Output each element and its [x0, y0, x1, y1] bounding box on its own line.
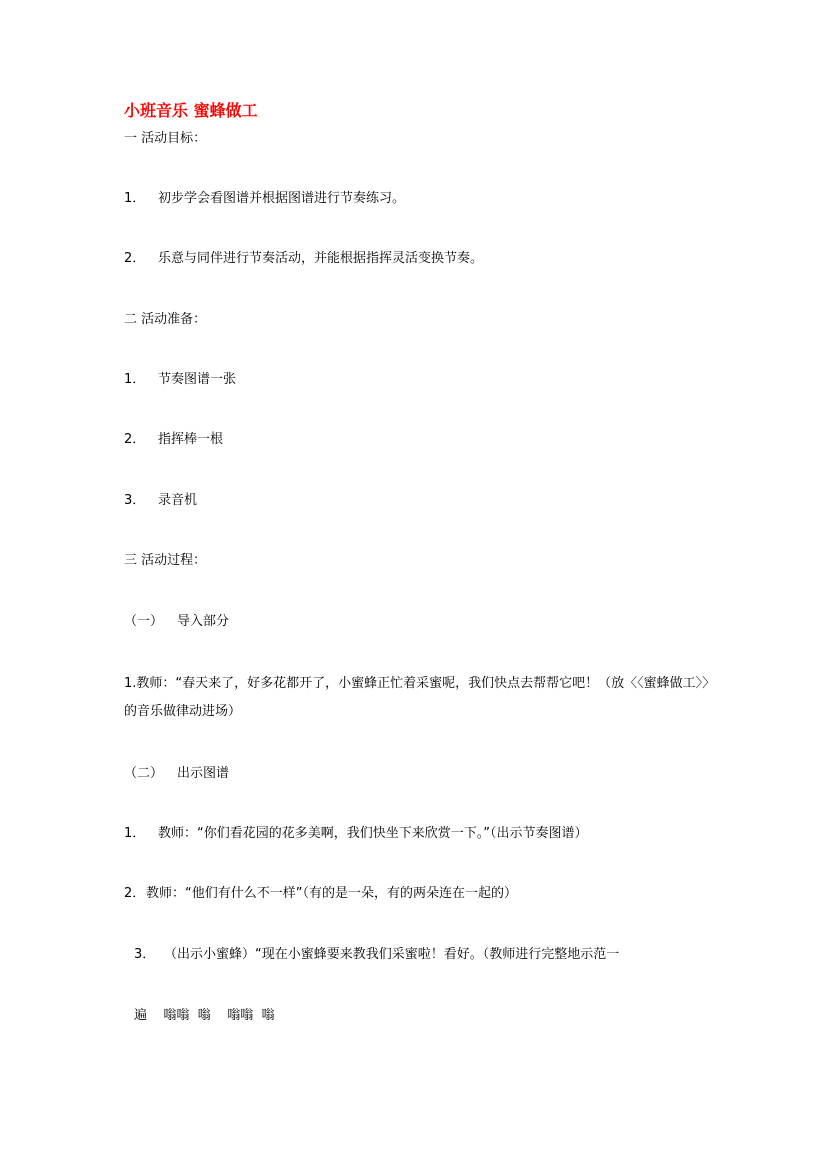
step-4-text: （出示小蜜蜂）“现在小蜜蜂要来教我们采蜜啦！看好。（教师进行完整地示范一: [164, 947, 620, 962]
part-2-text: 出示图谱: [177, 766, 230, 781]
step-2-text: 教师：“你们看花园的花多美啊，我们快坐下来欣赏一下。”（出示节奏图谱）: [158, 826, 588, 841]
part-heading-show-chart: [124, 765, 229, 783]
step-3-number: 2．: [124, 886, 146, 901]
step-4-continuation: 遍 嗡嗡 嗡 嗡嗡 嗡: [134, 1008, 275, 1023]
step-3-text: 教师：“他们有什么不一样”（有的是一朵，有的两朵连在一起的）: [146, 886, 517, 901]
section-heading-goals: 一 活动目标：: [124, 131, 207, 146]
step-1-text: 教师：“春天来了，好多花都开了，小蜜蜂正忙着采蜜呢，我们快点去帮帮它吧！（放〈〈蜜蜂做工〉〉的音乐做律动进场）: [124, 676, 709, 719]
part-1-text: 导入部分: [177, 614, 230, 629]
prep-item-1-text: 节奏图谱一张: [158, 372, 237, 387]
goal-item-1-text: 初步学会看图谱并根据图谱进行节奏练习。: [158, 191, 406, 206]
goal-item-1: [124, 190, 405, 208]
goal-item-2-number: 2．: [124, 251, 146, 266]
prep-item-1: [124, 371, 236, 389]
step-item-3: [124, 885, 517, 903]
part-heading-intro: [124, 613, 229, 631]
part-2-label: （二）: [124, 766, 164, 781]
goal-item-2: [124, 250, 483, 268]
prep-item-3-number: 3．: [124, 493, 146, 508]
step-4-number: 3．: [134, 947, 156, 962]
step-item-4: [134, 946, 619, 964]
step-paragraph-1: [124, 670, 709, 726]
step-2-number: 1．: [124, 826, 146, 841]
prep-item-2-number: 2．: [124, 432, 146, 447]
step-item-2: [124, 825, 587, 843]
goal-item-1-number: 1．: [124, 191, 146, 206]
document-title: 小班音乐 蜜蜂做工: [124, 101, 258, 120]
prep-item-2-text: 指挥棒一根: [158, 432, 224, 447]
step-1-number: 1.: [124, 676, 137, 691]
part-1-label: （一）: [124, 614, 164, 629]
goal-item-2-text: 乐意与同伴进行节奏活动，并能根据指挥灵活变换节奏。: [158, 251, 484, 266]
prep-item-2: [124, 431, 223, 449]
prep-item-3-text: 录音机: [158, 493, 198, 508]
section-heading-process: 三 活动过程：: [124, 553, 207, 568]
prep-item-3: [124, 492, 197, 510]
prep-item-1-number: 1．: [124, 372, 146, 387]
section-heading-preparation: 二 活动准备：: [124, 312, 207, 327]
